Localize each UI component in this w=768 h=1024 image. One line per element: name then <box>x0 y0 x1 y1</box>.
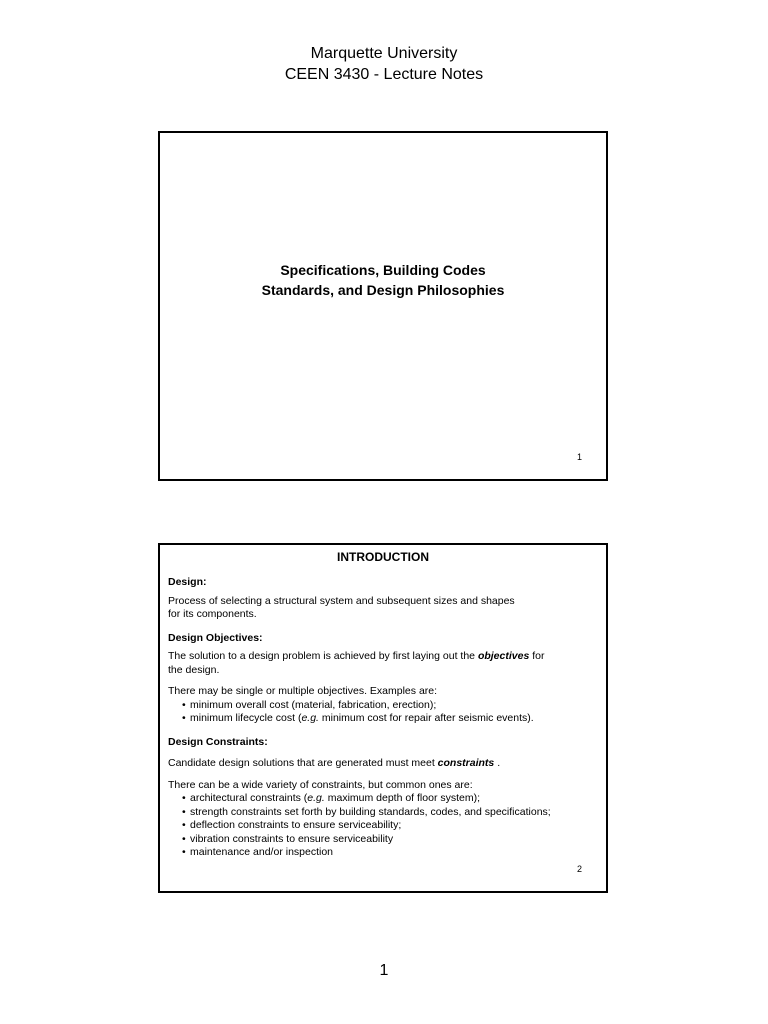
slide-2 <box>158 543 608 893</box>
objectives-paragraph-2: There may be single or multiple objectives. Examples are: <box>168 685 438 697</box>
course-title: CEEN 3430 - Lecture Notes <box>284 66 484 83</box>
slide-1-title <box>160 260 606 300</box>
list-item: • deflection constraints to ensure serviceability; <box>168 819 598 833</box>
slide-1-number: 1 <box>576 452 582 462</box>
list-item: • minimum lifecycle cost (e.g. minimum cost for repair after seismic events). <box>168 712 598 726</box>
page-header <box>0 43 768 85</box>
objectives-list <box>168 699 598 726</box>
slide-2-number: 2 <box>576 864 582 874</box>
list-item: • vibration constraints to ensure serviceability <box>168 833 598 847</box>
slide-1-title-line-1: Specifications, Building Codes <box>280 262 486 278</box>
list-item: • architectural constraints (e.g. maximum depth of floor system); <box>168 792 598 806</box>
objectives-emphasis: objectives <box>477 650 530 662</box>
design-section-title: Design: <box>168 576 207 588</box>
list-item: • minimum overall cost (material, fabrication, erection); <box>168 699 598 713</box>
constraints-emphasis: constraints <box>437 757 495 769</box>
constraints-section-title: Design Constraints: <box>168 735 268 748</box>
institution-name: Marquette University <box>310 45 458 62</box>
design-definition: Process of selecting a structural system and subsequent sizes and shapes for its components. <box>168 594 515 620</box>
slide-2-heading: INTRODUCTION <box>337 550 429 564</box>
list-item: • strength constraints set forth by building standards, codes, and specifications; <box>168 806 598 820</box>
slide-1 <box>158 131 608 481</box>
constraints-list <box>168 792 598 860</box>
constraints-paragraph-2: There can be a wide variety of constraints, but common ones are: <box>168 778 473 791</box>
slide-1-title-line-2: Standards, and Design Philosophies <box>261 282 505 298</box>
objectives-paragraph-1: The solution to a design problem is achieved by first laying out the objectives for the design. <box>168 650 545 676</box>
slide-2-body <box>168 576 598 860</box>
constraints-paragraph-1: Candidate design solutions that are generated must meet constraints . <box>168 757 501 769</box>
objectives-section-title: Design Objectives: <box>168 631 263 644</box>
page-number: 1 <box>379 962 389 979</box>
list-item: • maintenance and/or inspection <box>168 846 598 860</box>
